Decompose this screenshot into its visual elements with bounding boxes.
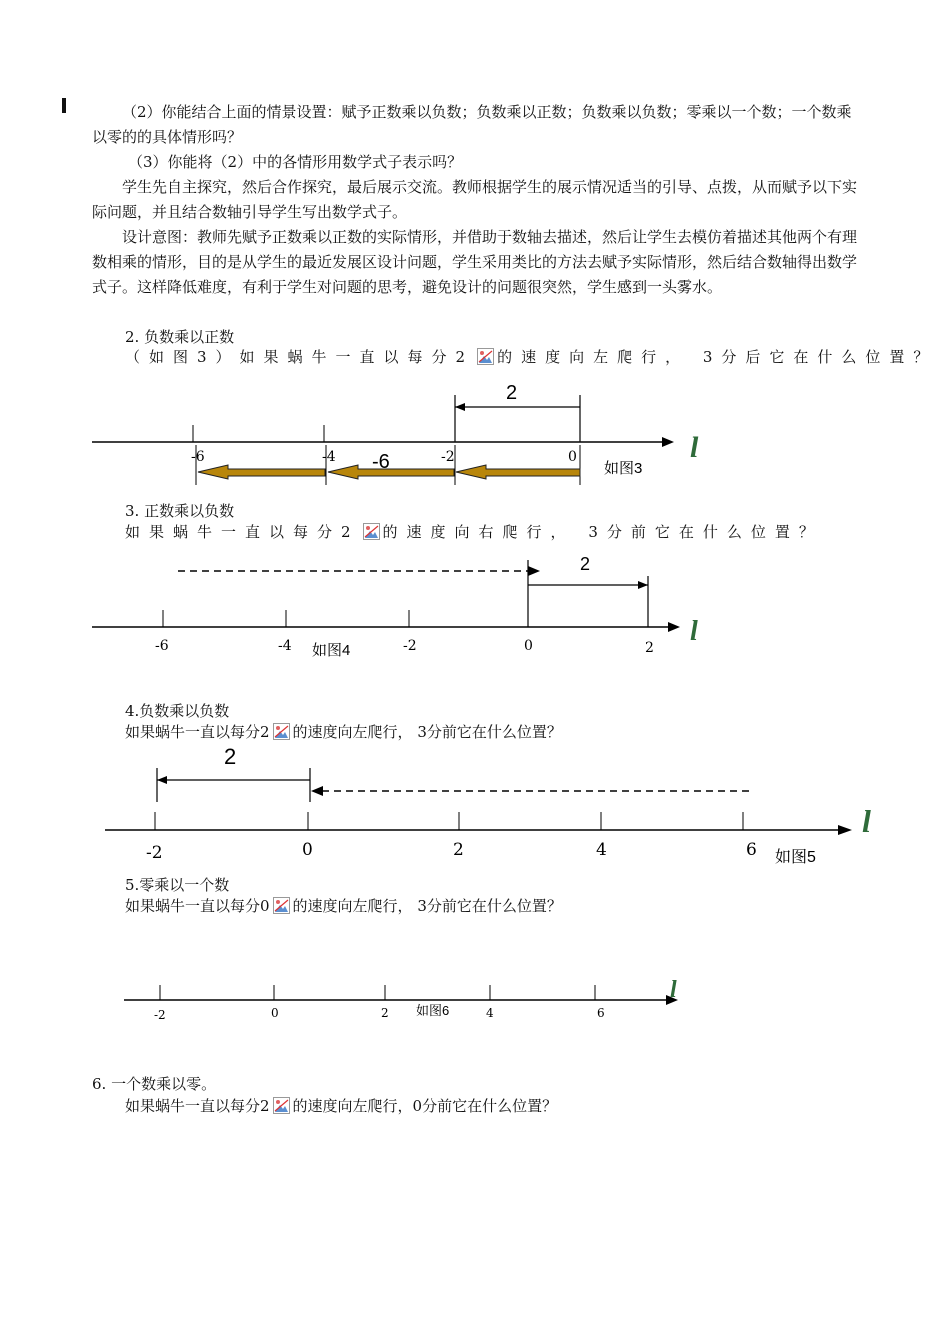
question-section-6 [125, 1095, 557, 1116]
figure-caption: 如图4 [312, 642, 351, 659]
axis-arrowhead [662, 437, 674, 447]
tick-label: 4 [596, 840, 607, 860]
question-section-3 [125, 521, 823, 542]
tick-label: 0 [524, 638, 533, 654]
question-text-pre: 如果蜗牛一直以每分2 [125, 723, 270, 741]
heading-section-6: 6. 一个数乘以零。 [92, 1075, 217, 1093]
tick-label: 0 [271, 1006, 279, 1020]
tick-label: -4 [322, 449, 336, 465]
tick-label: 4 [486, 1006, 494, 1020]
figure-caption: 如图6 [416, 1003, 450, 1018]
heading-section-4: 4.负数乘以负数 [125, 702, 230, 720]
figure-4 [0, 550, 950, 660]
figure-caption: 如图5 [775, 849, 816, 866]
tick-label: -6 [191, 449, 205, 465]
move-arrow-1 [198, 465, 325, 479]
paragraph-2: （2）你能结合上面的情景设置：赋予正数乘以负数；负数乘以正数；负数乘以负数；零乘以一个数；一个数乘以零的的具体情形吗？ [92, 103, 852, 146]
span-label: 2 [224, 744, 237, 769]
tick-label: 0 [302, 840, 313, 860]
broken-image-icon [273, 1097, 290, 1114]
span-arrowhead [638, 581, 648, 589]
span-arrowhead [455, 403, 465, 411]
cursor-mark [62, 98, 66, 113]
tick-label: 2 [381, 1006, 389, 1020]
axis-symbol: l [690, 431, 699, 464]
tick-label: 6 [597, 1006, 605, 1020]
question-section-2 [125, 346, 937, 367]
heading-section-3: 3. 正数乘以负数 [125, 502, 235, 520]
broken-image-icon [477, 348, 494, 365]
tick-label: -2 [441, 449, 455, 465]
axis-symbol: l [690, 616, 698, 647]
broken-image-icon [273, 723, 290, 740]
axis-symbol: l [670, 977, 677, 1003]
figure-6 [0, 970, 950, 1030]
paragraph-explore: 学生先自主探究，然后合作探究，最后展示交流。教师根据学生的展示情况适当的引导、点拨，从而赋予以下实际问题，并且结合数轴引导学生写出数学式子。 [92, 178, 858, 221]
question-text-pre: 如果蜗牛一直以每分2 [125, 523, 360, 541]
tick-label: -6 [155, 638, 169, 654]
axis-arrowhead [668, 622, 680, 632]
dashed-arrowhead [528, 566, 540, 576]
move-arrow-3 [456, 465, 580, 479]
question-section-5 [125, 895, 562, 916]
question-text-pre: （如图3）如果蜗牛一直以每分2 [125, 348, 475, 366]
question-text-post: 的速度向左爬行， 3分前它在什么位置？ [292, 897, 562, 915]
move-arrow-2 [328, 465, 454, 479]
axis-symbol: l [862, 803, 871, 839]
question-text-post: 的速度向左爬行， 3分后它在什么位置？ [497, 348, 938, 366]
tick-label: -2 [403, 638, 417, 654]
span-label: 2 [580, 554, 591, 574]
heading-section-2: 2. 负数乘以正数 [125, 328, 235, 346]
axis-arrowhead [838, 825, 852, 835]
span-label: 2 [506, 382, 518, 404]
figure-caption: 如图3 [604, 460, 643, 477]
tick-label: 2 [645, 640, 654, 656]
question-section-4 [125, 721, 562, 742]
question-text-post: 的速度向左爬行，0分前它在什么位置？ [292, 1097, 558, 1115]
heading-section-5: 5.零乘以一个数 [125, 876, 230, 894]
paragraph-3: （3）你能将（2）中的各情形用数学式子表示吗？ [128, 153, 463, 171]
tick-label: -2 [146, 843, 163, 863]
span-arrowhead [157, 776, 167, 784]
paragraph-design-intent: 设计意图：教师先赋予正数乘以正数的实际情形，并借助于数轴去描述，然后让学生去模仿着描述其他两个有理数相乘的情形，目的是从学生的最近发展区设计问题，学生采用类比的方法去赋予实际情形，然后结合数轴得出数学式子。这样降低难度，有利于学生对问题的思考，避免设计的问题很突然，学生感到一头雾水。 [92, 228, 858, 296]
tick-label: -4 [278, 638, 292, 654]
tick-label: 2 [453, 840, 464, 860]
tick-label: 0 [568, 449, 577, 465]
question-text-pre: 如果蜗牛一直以每分0 [125, 897, 270, 915]
move-label: -6 [372, 451, 390, 473]
question-text-post: 的速度向右爬行， 3分前它在什么位置？ [382, 523, 823, 541]
broken-image-icon [273, 897, 290, 914]
figure-3 [0, 375, 950, 495]
question-text-post: 的速度向左爬行， 3分前它在什么位置？ [292, 723, 562, 741]
broken-image-icon [363, 523, 380, 540]
tick-label: 6 [746, 840, 757, 860]
dashed-arrowhead [311, 786, 323, 796]
question-text-pre: 如果蜗牛一直以每分2 [125, 1097, 270, 1115]
tick-label: -2 [154, 1008, 166, 1022]
figure-5 [0, 740, 950, 870]
